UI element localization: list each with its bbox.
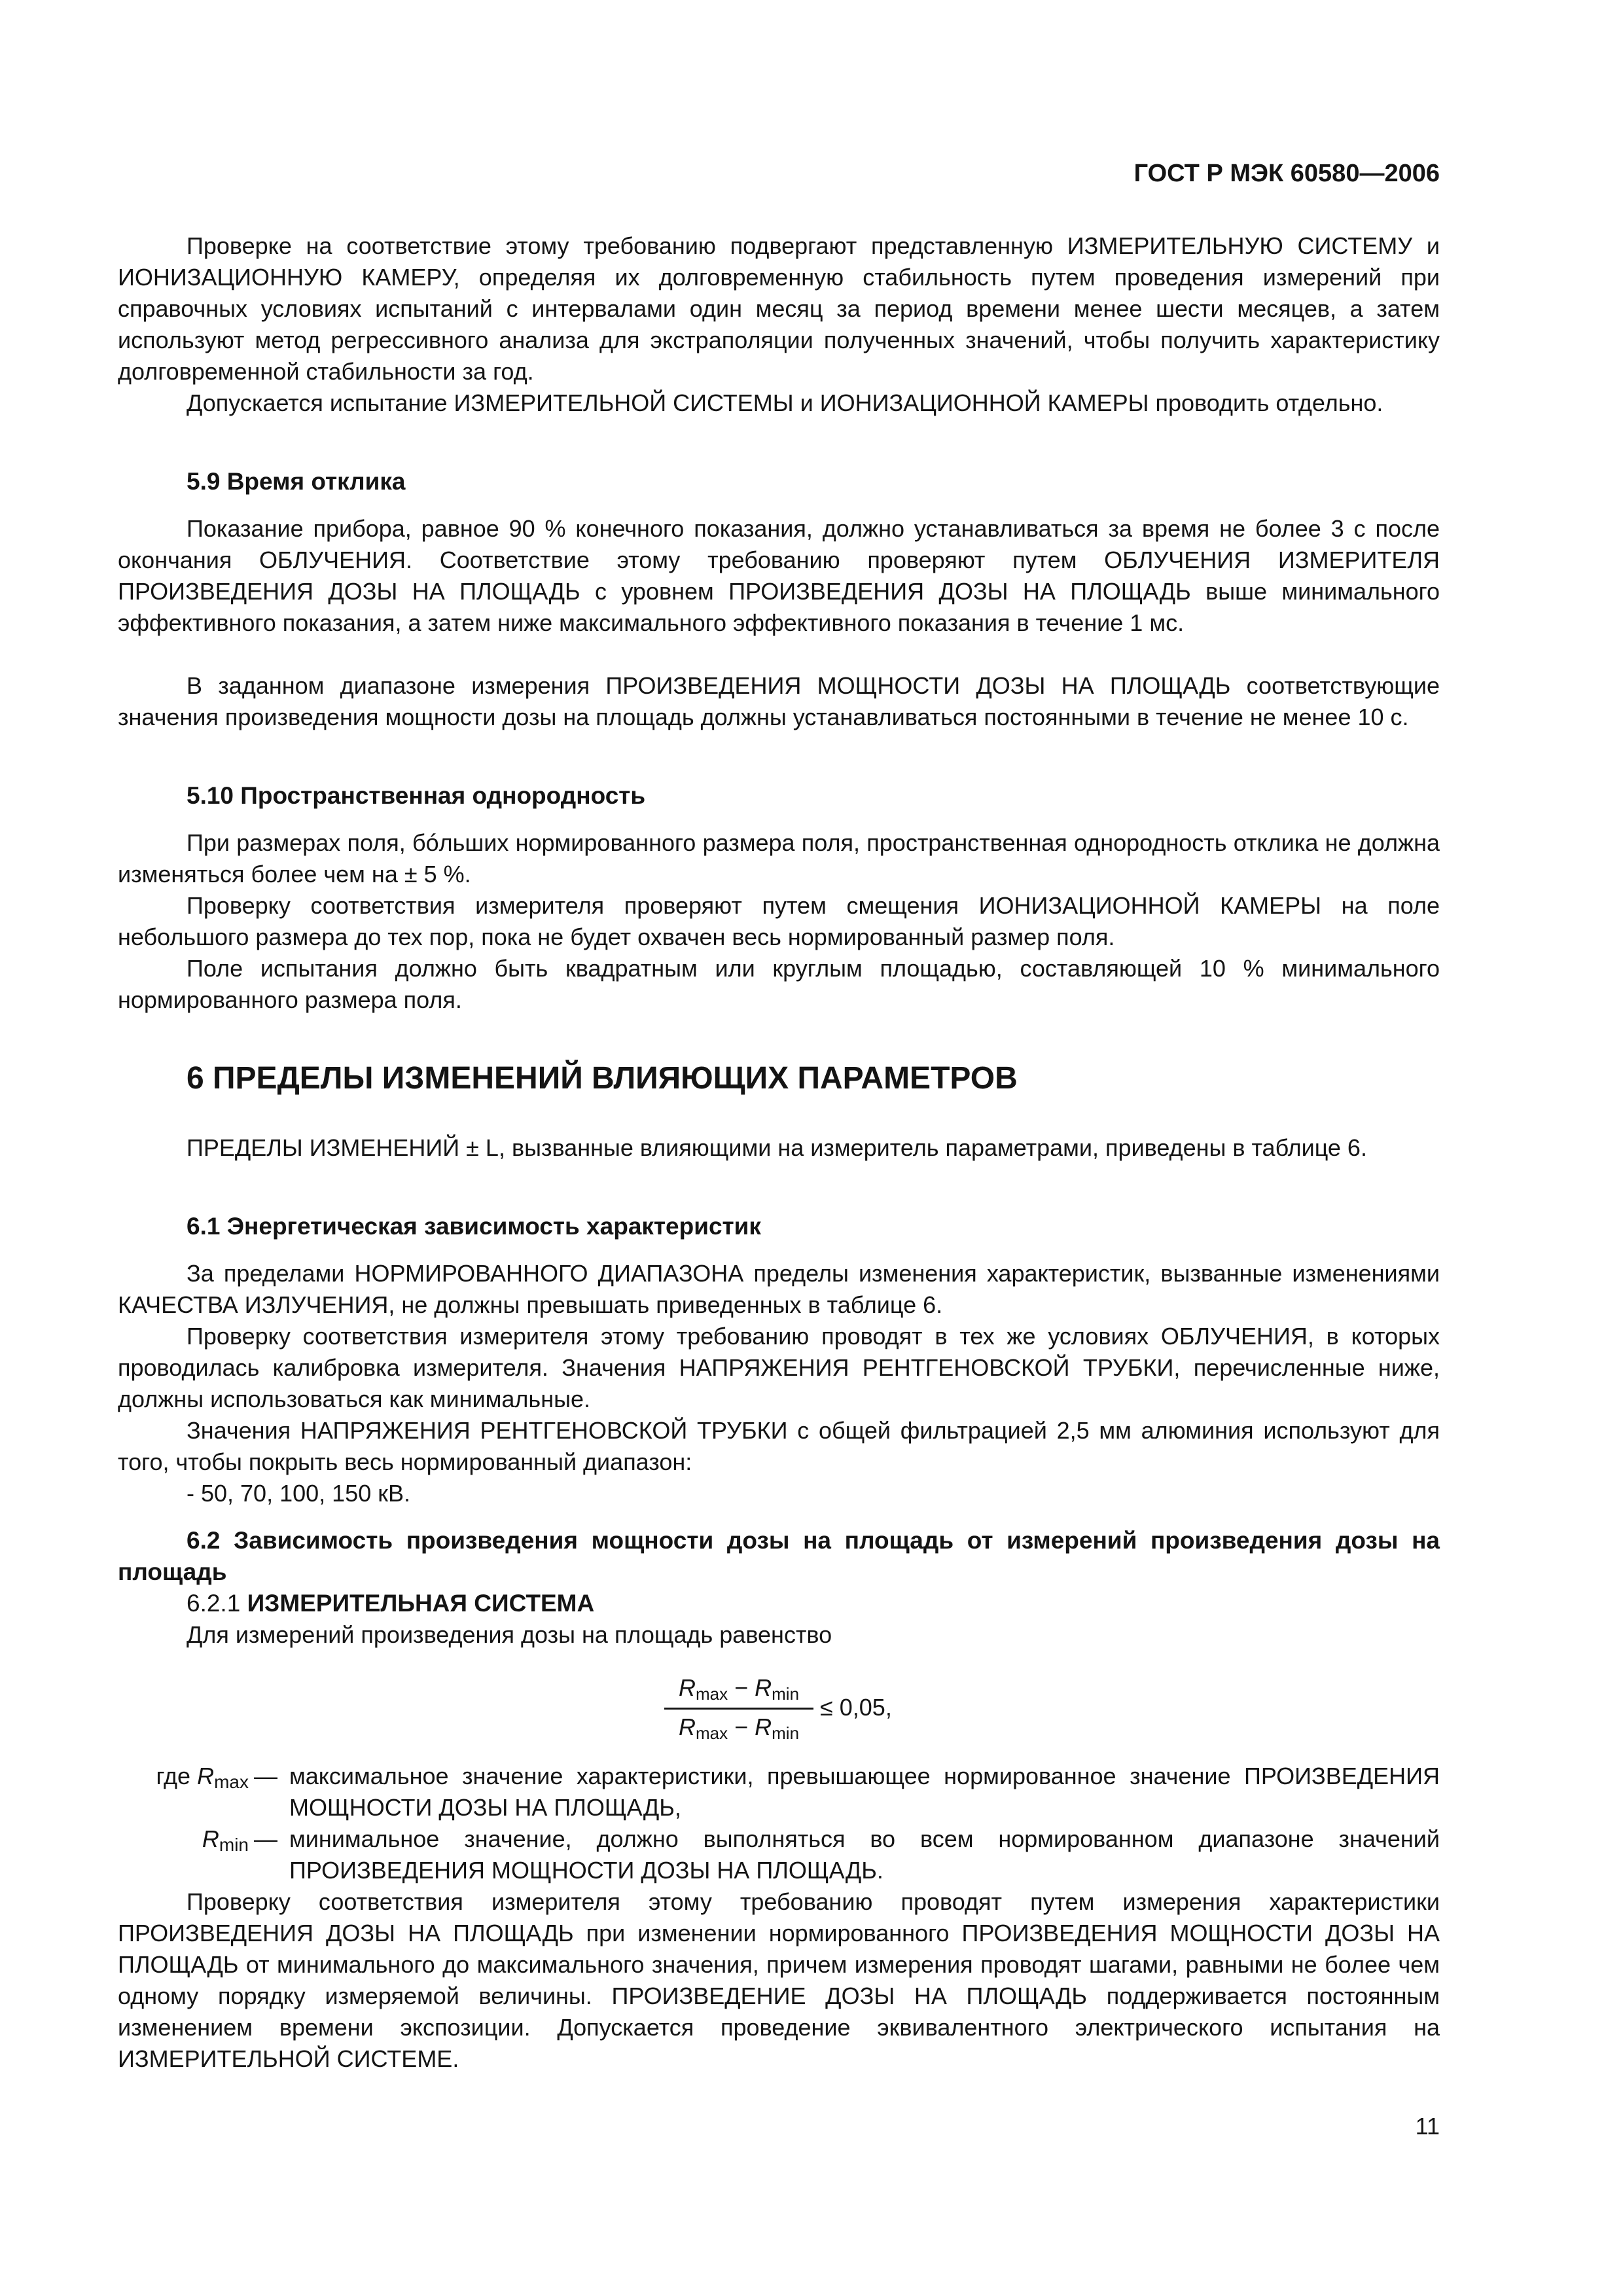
formula-fraction-bar (664, 1708, 813, 1710)
section-heading-6: 6 ПРЕДЕЛЫ ИЗМЕНЕНИЙ ВЛИЯЮЩИХ ПАРАМЕТРОВ (187, 1061, 1018, 1096)
paragraph-voltage-list: - 50, 70, 100, 150 кВ. (187, 1480, 410, 1507)
document-header: ГОСТ Р МЭК 60580—2006 (1133, 160, 1440, 187)
definition-desc-rmax: максимальное значение характеристики, превышающее нормированное значение ПРОИЗВЕДЕНИЯ МОЩНОСТИ ДОЗЫ НА ПЛОЩАДЬ, (289, 1763, 1440, 1821)
definition-rmin (118, 1823, 1440, 1889)
heading-6-2-1-number: 6.2.1 (187, 1590, 247, 1617)
paragraph-energy-dependence: За пределами НОРМИРОВАННОГО ДИАПАЗОНА пределы изменения характеристик, вызванные изменениями КАЧЕСТВА ИЗЛУЧЕНИЯ, не должны превышать приведенных в таблице 6. (118, 1260, 1440, 1318)
paragraph-calibration-conditions: Проверку соответствия измерителя этому требованию проводят в тех же условиях ОБЛУЧЕНИЯ, в которых проводилась калибровка измерителя. Значения НАПРЯЖЕНИЯ РЕНТГЕНОВСКОЙ ТРУБКИ, перечисленные ниже, должны использоваться как минимальные. (118, 1323, 1440, 1412)
paragraph-separate-test: Допускается испытание ИЗМЕРИТЕЛЬНОЙ СИСТЕМЫ и ИОНИЗАЦИОННОЙ КАМЕРЫ проводить отдельно. (187, 389, 1383, 416)
page-number: 11 (1415, 2113, 1440, 2140)
paragraph-field-size: При размерах поля, бóльших нормированного размера поля, пространственная однородность отклика не должна изменяться более чем на ± 5 %. (118, 829, 1440, 888)
paragraph-stability-test: Проверке на соответствие этому требованию подвергают представленную ИЗМЕРИТЕЛЬНУЮ СИСТЕМУ и ИОНИЗАЦИОННУЮ КАМЕРУ, определяя их долговременную стабильность путем проведения измерений при справочных условиях испытаний с интервалами один месяц за период времени менее шести месяцев, а затем используют метод регрессивного анализа для экстраполяции полученных значений, чтобы получить характеристику долговременной стабильности за год. (118, 232, 1440, 385)
definition-term-rmin: $R_{min}$ (202, 1825, 249, 1855)
formula-fraction (664, 1672, 813, 1744)
definition-term-rmax: где $R_{max}$ (156, 1763, 249, 1792)
paragraph-tube-voltage: Значения НАПРЯЖЕНИЯ РЕНТГЕНОВСКОЙ ТРУБКИ с общей фильтрацией 2,5 мм алюминия используют для того, чтобы покрыть весь нормированный диапазон: (118, 1417, 1440, 1475)
section-heading-6-1: 6.1 Энергетическая зависимость характеристик (187, 1213, 761, 1240)
paragraph-range: В заданном диапазоне измерения ПРОИЗВЕДЕНИЯ МОЩНОСТИ ДОЗЫ НА ПЛОЩАДЬ соответствующие значения произведения мощности дозы на площадь должны устанавливаться постоянными в течение не менее 10 с. (118, 672, 1440, 730)
definition-rmax (118, 1761, 1440, 1826)
section-heading-6-2-1 (118, 1588, 1440, 1619)
paragraph-test-field: Поле испытания должно быть квадратным или круглым площадью, составляющей 10 % минимального нормированного размера поля. (118, 955, 1440, 1013)
definition-dash: — (254, 1763, 277, 1789)
section-heading-6-2: 6.2 Зависимость произведения мощности дозы на площадь от измерений произведения дозы на площадь (118, 1527, 1440, 1585)
formula-ratio (664, 1672, 939, 1744)
definition-dash: — (254, 1825, 277, 1852)
heading-6-2-1-title: ИЗМЕРИТЕЛЬНАЯ СИСТЕМА (247, 1590, 595, 1617)
paragraph-chamber-shift: Проверку соответствия измерителя проверяют путем смещения ИОНИЗАЦИОННОЙ КАМЕРЫ на поле небольшого размера до тех пор, пока не будет охвачен весь нормированный размер поля. (118, 892, 1440, 950)
section-heading-5-9: 5.9 Время отклика (187, 468, 406, 495)
paragraph-verification-method: Проверку соответствия измерителя этому требованию проводят путем измерения характеристики ПРОИЗВЕДЕНИЯ ДОЗЫ НА ПЛОЩАДЬ при изменении нормированного ПРОИЗВЕДЕНИЯ МОЩНОСТИ ДОЗЫ НА ПЛОЩАДЬ от минимального до максимального значения, причем измерения проводят шагами, равными не более чем одному порядку измеряемой величины. ПРОИЗВЕДЕНИЕ ДОЗЫ НА ПЛОЩАДЬ поддерживается постоянным изменением времени экспозиции. Допускается проведение эквивалентного электрического испытания на ИЗМЕРИТЕЛЬНОЙ СИСТЕМЕ. (118, 1888, 1440, 2072)
paragraph-limits: ПРЕДЕЛЫ ИЗМЕНЕНИЙ ± L, вызванные влияющими на измеритель параметрами, приведены в таблице 6. (187, 1134, 1367, 1161)
formula-denominator: $R_{max} - R_{min}$ (678, 1713, 800, 1743)
definition-desc-rmin: минимальное значение, должно выполняться во всем нормированном диапазоне значений ПРОИЗВЕДЕНИЯ МОЩНОСТИ ДОЗЫ НА ПЛОЩАДЬ. (289, 1825, 1440, 1884)
paragraph-equality-intro: Для измерений произведения дозы на площадь равенство (187, 1621, 832, 1648)
formula-relation: ≤ 0,05, (820, 1694, 892, 1721)
paragraph-response-time: Показание прибора, равное 90 % конечного показания, должно устанавливаться за время не более 3 с после окончания ОБЛУЧЕНИЯ. Соответствие этому требованию проверяют путем ОБЛУЧЕНИЯ ИЗМЕРИТЕЛЯ ПРОИЗВЕДЕНИЯ ДОЗЫ НА ПЛОЩАДЬ с уровнем ПРОИЗВЕДЕНИЯ ДОЗЫ НА ПЛОЩАДЬ выше минимального эффективного показания, а затем ниже максимального эффективного показания в течение 1 мс. (118, 515, 1440, 636)
section-heading-5-10: 5.10 Пространственная однородность (187, 782, 646, 809)
formula-numerator: $R_{max} - R_{min}$ (678, 1674, 800, 1704)
